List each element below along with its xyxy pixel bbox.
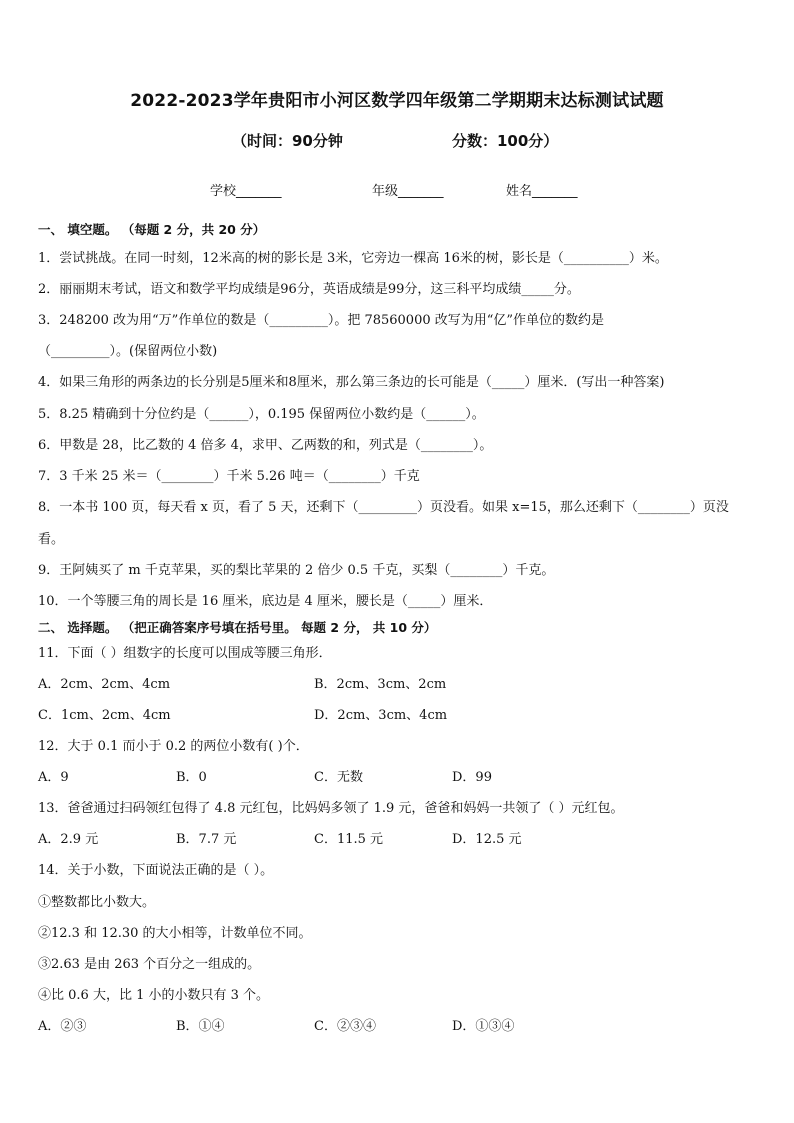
question-11: 11．下面（ ）组数字的长度可以围成等腰三角形． (38, 646, 332, 661)
question-12: 12．大于 0.1 而小于 0.2 的两位小数有( )个． (38, 739, 309, 754)
q13-option-b: B．7.7 元 (176, 832, 237, 847)
q12-option-d: D．99 (452, 770, 492, 785)
q13-option-a: A．2.9 元 (38, 832, 99, 847)
question-3-line-2: （_________）。(保留两位小数) (38, 344, 218, 359)
question-6: 6．甲数是 28，比乙数的 4 倍多 4，求甲、乙两数的和，列式是（________）。 (38, 438, 493, 453)
question-13: 13．爸爸通过扫码领红包得了 4.8 元红包，比妈妈多领了 1.9 元，爸爸和妈妈一共领了（ ）元红包。 (38, 801, 624, 816)
q11-option-d: D．2cm、3cm、4cm (314, 708, 448, 723)
section-heading-fill-blank: 一、 填空题。 （每题 2 分，共 20 分） (38, 222, 266, 237)
q12-option-a: A．9 (38, 770, 69, 785)
question-2: 2．丽丽期末考试，语文和数学平均成绩是96分，英语成绩是99分，这三科平均成绩_____分。 (38, 282, 580, 297)
page-title: 2022-2023学年贵阳市小河区数学四年级第二学期期末达标测试试题 (130, 91, 664, 111)
q14-option-a: A．②③ (38, 1019, 87, 1034)
q11-option-c: C．1cm、2cm、4cm (38, 708, 171, 723)
q14-option-b: B．①④ (176, 1019, 225, 1034)
q12-option-c: C．无数 (314, 770, 363, 785)
q14-statement-1: ①整数都比小数大。 (38, 895, 156, 910)
q14-statement-4: ④比 0.6 大，比 1 小的小数只有 3 个。 (38, 988, 270, 1003)
question-5: 5．8.25 精确到十分位约是（______），0.195 保留两位小数约是（______）。 (38, 407, 485, 422)
q11-option-b: B．2cm、3cm、2cm (314, 677, 447, 692)
question-10: 10．一个等腰三角的周长是 16 厘米，底边是 4 厘米，腰长是（_____）厘米． (38, 594, 493, 609)
question-14: 14．关于小数，下面说法正确的是（ ）。 (38, 863, 274, 878)
question-8-line-2: 看。 (38, 532, 65, 547)
question-3-line-1: 3．248200 改为用“万”作单位的数是（_________）。把 78560000 改写为用“亿”作单位的数约是 (38, 313, 605, 328)
question-9: 9．王阿姨买了 m 千克苹果，买的梨比苹果的 2 倍少 0.5 千克，买梨（________）千克。 (38, 563, 555, 578)
q12-option-b: B．0 (176, 770, 207, 785)
q14-option-c: C．②③④ (314, 1019, 376, 1034)
q11-option-a: A．2cm、2cm、4cm (38, 677, 171, 692)
q13-option-d: D．12.5 元 (452, 832, 522, 847)
school-field: 学校_______ (210, 184, 282, 199)
grade-field: 年级_______ (372, 184, 444, 199)
question-8-line-1: 8．一本书 100 页，每天看 x 页，看了 5 天，还剩下（_________）页没看。如果 x=15，那么还剩下（________）页没 (38, 500, 729, 515)
q13-option-c: C．11.5 元 (314, 832, 384, 847)
exam-time: （时间：90分钟 (232, 132, 343, 150)
q14-option-d: D．①③④ (452, 1019, 515, 1034)
q14-statement-3: ③2.63 是由 263 个百分之一组成的。 (38, 957, 261, 972)
question-4: 4．如果三角形的两条边的长分别是5厘米和8厘米，那么第三条边的长可能是（_____）厘米．(写出一种答案) (38, 375, 665, 390)
exam-score: 分数：100分） (452, 132, 559, 150)
q14-statement-2: ②12.3 和 12.30 的大小相等，计数单位不同。 (38, 926, 312, 941)
section-heading-choice: 二、 选择题。 （把正确答案序号填在括号里。 每题 2 分， 共 10 分） (38, 620, 437, 635)
name-field: 姓名_______ (506, 184, 578, 199)
question-7: 7．3 千米 25 米＝（________）千米 5.26 吨＝（________）千克 (38, 469, 420, 484)
question-1: 1．尝试挑战。在同一时刻，12米高的树的影长是 3米，它旁边一棵高 16米的树，影长是（__________）米。 (38, 251, 668, 266)
